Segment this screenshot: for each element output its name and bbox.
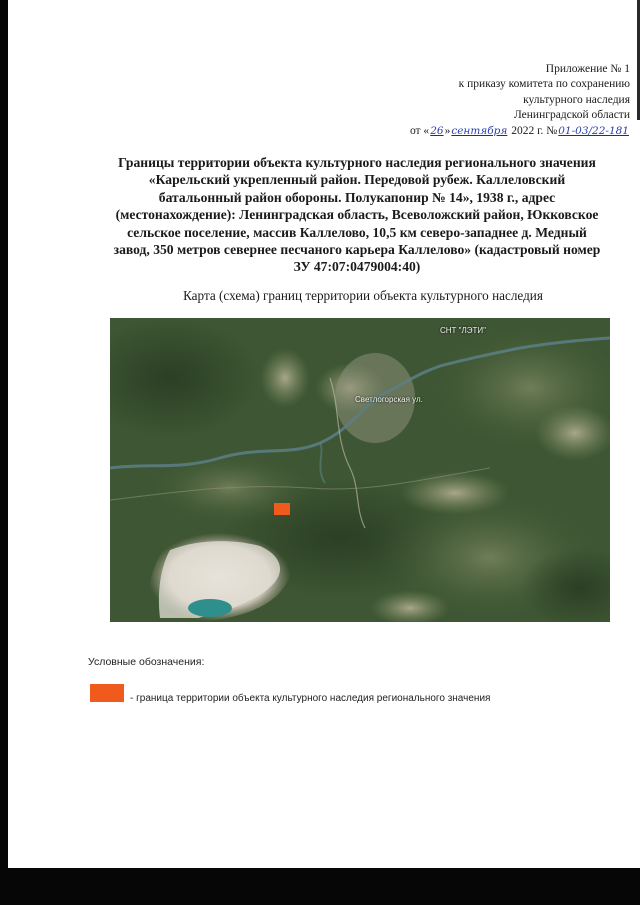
date-prefix: от « bbox=[409, 124, 430, 137]
title-line: сельское поселение, массив Каллелово, 10,5 км северо-западнее д. Медный bbox=[127, 224, 587, 240]
map-label-street: Светлогорская ул. bbox=[355, 395, 423, 404]
title-line: «Карельский укрепленный район. Передовой рубеж. Каллеловский bbox=[148, 172, 566, 188]
satellite-map bbox=[110, 318, 610, 622]
title-line: Границы территории объекта культурного наследия регионального значения bbox=[118, 155, 596, 170]
appendix-committee: культурного наследия bbox=[523, 93, 630, 106]
scan-edge-left bbox=[0, 0, 8, 905]
legend-title: Условные обозначения: bbox=[88, 656, 205, 668]
legend-swatch bbox=[90, 684, 124, 702]
date-day-handwritten: 26 bbox=[430, 124, 444, 137]
title-line: ЗУ 47:07:0479004:40) bbox=[293, 259, 421, 275]
satellite-image bbox=[110, 318, 610, 622]
legend-item-text: - граница территории объекта культурного наследия регионального значения bbox=[130, 693, 491, 704]
title-line: батальонный район обороны. Полукапонир № 14», 1938 г., адрес bbox=[158, 189, 556, 205]
order-number-handwritten: 01-03/22-181 bbox=[558, 124, 629, 137]
appendix-order-ref: к приказу комитета по сохранению bbox=[458, 78, 630, 91]
map-caption: Карта (схема) границ территории объекта культурного наследия bbox=[183, 288, 543, 303]
quarry-lake bbox=[188, 599, 232, 617]
title-line: (местонахождение): Ленинградская область, Всеволожский район, Юкковское bbox=[115, 207, 599, 223]
map-label-snt: СНТ "ЛЭТИ" bbox=[440, 326, 486, 335]
title-line: завод, 350 метров севернее песчаного карьера Каллелово» (кадастровый номер bbox=[113, 242, 601, 258]
date-mid: » bbox=[444, 124, 451, 137]
date-year: 2022 г. № bbox=[511, 124, 558, 137]
appendix-date-line bbox=[330, 124, 630, 139]
appendix-region: Ленинградской области bbox=[513, 109, 630, 122]
appendix-header bbox=[330, 62, 630, 139]
scan-edge-bottom bbox=[0, 868, 640, 905]
document-title bbox=[72, 154, 640, 276]
appendix-number: Приложение № 1 bbox=[545, 63, 630, 75]
object-boundary-marker bbox=[274, 503, 290, 515]
date-month-handwritten: сентября bbox=[451, 124, 508, 137]
